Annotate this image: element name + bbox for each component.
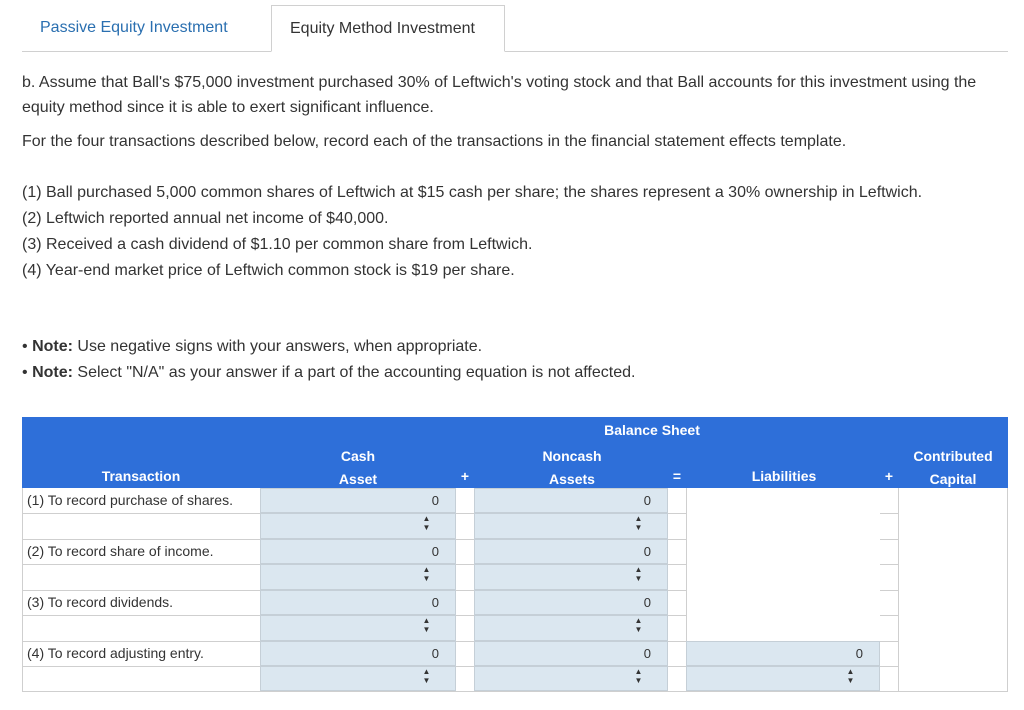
note-label: Note: <box>32 364 73 381</box>
liabilities-cell <box>686 513 880 539</box>
contributed-capital-cell <box>898 539 1008 564</box>
cash-asset-stepper[interactable] <box>260 666 456 691</box>
table-row <box>22 666 1008 692</box>
table-row <box>22 590 1008 616</box>
table-row <box>22 488 1008 514</box>
cash-asset-stepper[interactable] <box>260 564 456 590</box>
transaction-header: Transaction <box>101 468 181 484</box>
cash-asset-input[interactable]: 0 <box>260 539 456 564</box>
notes-list <box>22 334 922 386</box>
liabilities-cell <box>686 539 880 564</box>
liabilities-cell <box>686 590 880 615</box>
row-label-blank <box>22 564 258 590</box>
stepper-icon[interactable]: ▲▼ <box>422 667 431 685</box>
stepper-icon[interactable]: ▲▼ <box>422 616 431 634</box>
note-item <box>22 360 922 386</box>
bullet-icon: • <box>22 364 28 381</box>
template-prompt: For the four transactions described below, record each of the transactions in the financial statement effects template. <box>22 133 847 150</box>
stepper-icon[interactable]: ▲▼ <box>422 514 431 532</box>
contributed-capital-header: Contributed Capital <box>913 448 993 487</box>
noncash-assets-stepper[interactable] <box>474 513 668 539</box>
contributed-capital-cell <box>898 590 1008 615</box>
bullet-icon: • <box>22 338 28 355</box>
table-row <box>22 641 1008 667</box>
contributed-capital-cell <box>898 513 1008 539</box>
row-label: (1) To record purchase of shares. <box>22 488 258 513</box>
plus-operator: + <box>460 468 470 484</box>
table-row <box>22 539 1008 565</box>
cash-asset-input[interactable]: 0 <box>260 590 456 615</box>
row-label-blank <box>22 513 258 539</box>
balance-sheet-header: Balance Sheet <box>604 422 700 438</box>
transaction-text-4: (4) Year-end market price of Leftwich common stock is $19 per share. <box>22 262 515 279</box>
note-text: Select "N/A" as your answer if a part of the accounting equation is not affected. <box>77 364 636 381</box>
cash-asset-header: Cash Asset <box>338 448 378 487</box>
stepper-icon[interactable]: ▲▼ <box>422 565 431 583</box>
part-b-instructions: b. Assume that Ball's $75,000 investment purchased 30% of Leftwich's voting stock and that Ball accounts for this investment using the equity method since it is able to exert significant influence. <box>22 74 977 116</box>
cash-asset-input[interactable]: 0 <box>260 488 456 513</box>
transaction-text-2: (2) Leftwich reported annual net income of $40,000. <box>22 210 389 227</box>
note-text: Use negative signs with your answers, when appropriate. <box>77 338 483 355</box>
table-row <box>22 513 1008 540</box>
noncash-assets-input[interactable]: 0 <box>474 641 668 666</box>
contributed-capital-cell <box>898 641 1008 666</box>
noncash-assets-input[interactable]: 0 <box>474 590 668 615</box>
stepper-icon[interactable]: ▲▼ <box>634 514 643 532</box>
tab-equity-method-investment[interactable]: Equity Method Investment <box>271 5 505 52</box>
table-row <box>22 615 1008 642</box>
contributed-capital-cell <box>898 488 1008 513</box>
stepper-icon[interactable]: ▲▼ <box>634 667 643 685</box>
note-item <box>22 334 922 360</box>
stepper-icon[interactable]: ▲▼ <box>634 616 643 634</box>
table-header <box>22 417 1008 488</box>
liabilities-cell <box>686 488 880 513</box>
cash-asset-stepper[interactable] <box>260 513 456 539</box>
contributed-capital-cell <box>898 564 1008 590</box>
cash-asset-input[interactable]: 0 <box>260 641 456 666</box>
contributed-capital-cell <box>898 615 1008 641</box>
contributed-capital-cell <box>898 666 1008 691</box>
note-label: Note: <box>32 338 73 355</box>
noncash-assets-stepper[interactable] <box>474 615 668 641</box>
noncash-assets-stepper[interactable] <box>474 666 668 691</box>
transaction-text-3: (3) Received a cash dividend of $1.10 per common share from Leftwich. <box>22 236 533 253</box>
transactions-list <box>22 180 992 284</box>
transaction-text-1: (1) Ball purchased 5,000 common shares of Leftwich at $15 cash per share; the shares represent a 30% ownership in Leftwich. <box>22 184 923 201</box>
liabilities-stepper[interactable] <box>686 666 880 691</box>
cash-asset-stepper[interactable] <box>260 615 456 641</box>
row-label: (2) To record share of income. <box>22 539 258 564</box>
liabilities-header: Liabilities <box>751 468 817 484</box>
row-label: (4) To record adjusting entry. <box>22 641 258 666</box>
stepper-icon[interactable]: ▲▼ <box>846 667 855 685</box>
table-row <box>22 564 1008 591</box>
row-label: (3) To record dividends. <box>22 590 258 615</box>
tab-passive-equity-investment[interactable]: Passive Equity Investment <box>40 19 228 36</box>
liabilities-input[interactable]: 0 <box>686 641 880 666</box>
row-label-blank <box>22 666 258 691</box>
plus-operator: + <box>884 468 894 484</box>
noncash-assets-input[interactable]: 0 <box>474 539 668 564</box>
noncash-assets-stepper[interactable] <box>474 564 668 590</box>
noncash-assets-input[interactable]: 0 <box>474 488 668 513</box>
stepper-icon[interactable]: ▲▼ <box>634 565 643 583</box>
liabilities-cell <box>686 615 880 641</box>
equals-operator: = <box>672 468 682 484</box>
tab-bar <box>22 5 1008 52</box>
noncash-assets-header: Noncash Assets <box>542 448 602 487</box>
liabilities-cell <box>686 564 880 590</box>
row-label-blank <box>22 615 258 641</box>
